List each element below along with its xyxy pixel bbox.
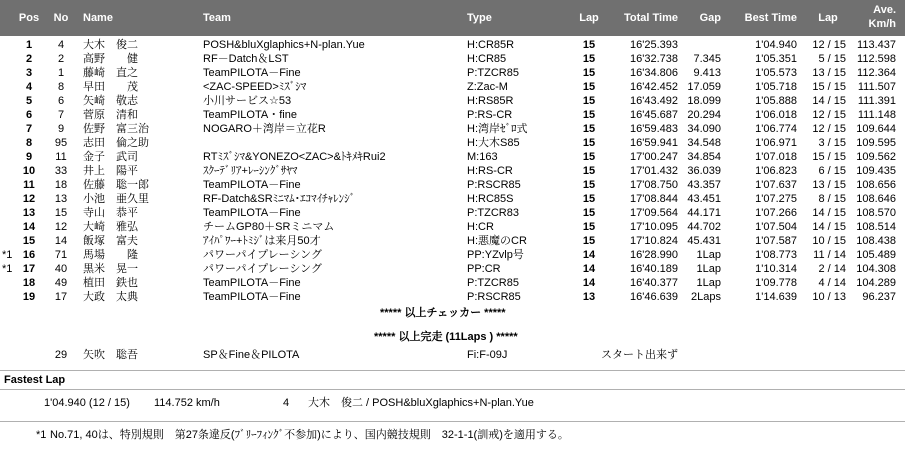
header-ave-line1: Ave. — [873, 4, 896, 16]
cell-driver-name: 大木 俊二 — [83, 39, 138, 51]
cell-driver-name: 大政 太典 — [83, 291, 138, 303]
penalty-mark: *1 — [2, 263, 13, 275]
cell-avg-speed: 108.514 — [856, 221, 896, 233]
cell-no: 71 — [54, 249, 68, 261]
cell-no: 33 — [54, 165, 68, 177]
cell-laps: 15 — [582, 221, 596, 233]
cell-total-time: 17'08.750 — [630, 179, 678, 191]
cell-type: Z:Zac-M — [467, 81, 508, 93]
cell-laps: 15 — [582, 207, 596, 219]
cell-pos: 3 — [25, 67, 33, 79]
cell-gap: 34.548 — [687, 137, 721, 149]
cell-driver-name: 馬場 隆 — [83, 249, 138, 261]
cell-avg-speed: 109.644 — [856, 123, 896, 135]
cell-gap: 18.099 — [687, 95, 721, 107]
cell-pos: 7 — [25, 123, 33, 135]
cell-driver-name: 早田 茂 — [83, 81, 138, 93]
cell-avg-speed: 108.570 — [856, 207, 896, 219]
cell-best-time: 1'05.888 — [755, 95, 797, 107]
cell-driver-name: 井上 陽平 — [83, 165, 138, 177]
cell-gap: 17.059 — [687, 81, 721, 93]
cell-laps: 15 — [582, 53, 596, 65]
cell-best-time: 1'05.573 — [755, 67, 797, 79]
cell-no: 29 — [54, 349, 68, 361]
result-row — [0, 150, 905, 164]
result-row — [0, 178, 905, 192]
cell-no: 7 — [57, 109, 65, 121]
cell-type: H:大木S85 — [467, 137, 520, 149]
cell-total-time: 16'42.452 — [630, 81, 678, 93]
cell-pos: 18 — [22, 277, 36, 289]
cell-driver-name: 大崎 雅弘 — [83, 221, 138, 233]
cell-type: H:CR85 — [467, 53, 507, 65]
fastest-lap-driver: 大木 俊二 / POSH&bluXglaphics+N-plan.Yue — [308, 397, 534, 409]
header-team: Team — [203, 12, 231, 24]
cell-no: 49 — [54, 277, 68, 289]
cell-gap: 9.413 — [693, 67, 721, 79]
dns-row — [0, 348, 905, 362]
penalty-mark: *1 — [2, 249, 13, 261]
cell-laps: 14 — [582, 263, 596, 275]
cell-best-time: 1'07.018 — [755, 151, 797, 163]
result-row — [0, 220, 905, 234]
cell-total-time: 16'25.393 — [630, 39, 678, 51]
fastest-lap-title: Fastest Lap — [4, 374, 66, 386]
cell-laps: 14 — [582, 249, 596, 261]
cell-total-time: 16'43.492 — [630, 95, 678, 107]
cell-no: 8 — [57, 81, 65, 93]
cell-best-lap: 8 / 15 — [818, 193, 846, 205]
cell-avg-speed: 109.562 — [856, 151, 896, 163]
cell-team: パワーパイプレーシング — [203, 249, 322, 261]
cell-avg-speed: 108.438 — [856, 235, 896, 247]
cell-no: 13 — [54, 193, 68, 205]
cell-pos: 19 — [22, 291, 36, 303]
header-best-lap: Lap — [818, 12, 838, 24]
cell-type: P:TZCR85 — [467, 277, 519, 289]
result-row — [0, 94, 905, 108]
cell-avg-speed: 112.364 — [857, 67, 896, 79]
cell-driver-name: 金子 武司 — [83, 151, 138, 163]
cell-no: 9 — [57, 123, 65, 135]
cell-laps: 15 — [582, 151, 596, 163]
cell-gap: 20.294 — [687, 109, 721, 121]
cell-best-time: 1'07.275 — [755, 193, 797, 205]
cell-best-time: 1'10.314 — [755, 263, 797, 275]
cell-best-lap: 4 / 14 — [818, 277, 846, 289]
cell-driver-name: 志田 倫之助 — [83, 137, 149, 149]
cell-avg-speed: 108.646 — [856, 193, 896, 205]
result-row — [0, 136, 905, 150]
cell-team: SP＆Fine＆PILOTA — [203, 349, 300, 361]
cell-pos: 17 — [22, 263, 36, 275]
cell-best-lap: 2 / 14 — [818, 263, 846, 275]
cell-type: P:RS-CR — [467, 109, 513, 121]
cell-team: パワーパイプレーシング — [203, 263, 322, 275]
cell-laps: 15 — [582, 109, 596, 121]
cell-best-lap: 13 / 15 — [812, 179, 846, 191]
cell-total-time: 16'32.738 — [630, 53, 678, 65]
result-row — [0, 262, 905, 276]
cell-pos: 15 — [22, 235, 36, 247]
cell-total-time: 16'28.990 — [630, 249, 678, 261]
cell-best-time: 1'05.351 — [755, 53, 797, 65]
cell-driver-name: 植田 鉄也 — [83, 277, 138, 289]
cell-laps: 15 — [582, 81, 596, 93]
cell-team: NOGARO＋湾岸＝立花R — [203, 123, 326, 135]
cell-best-time: 1'06.774 — [755, 123, 797, 135]
cell-pos: 13 — [22, 207, 36, 219]
cell-no: 95 — [54, 137, 68, 149]
cell-avg-speed: 109.435 — [856, 165, 896, 177]
cell-total-time: 17'10.824 — [630, 235, 678, 247]
cell-type: P:RSCR85 — [467, 179, 521, 191]
cell-best-lap: 15 / 15 — [812, 81, 846, 93]
cell-team: RF-Datch&SRﾐﾆﾏﾑ･ｴｺﾏｲﾁｬﾚﾝｼﾞ — [203, 193, 356, 205]
cell-avg-speed: 104.289 — [856, 277, 896, 289]
cell-driver-name: 矢崎 敬志 — [83, 95, 138, 107]
result-row — [0, 66, 905, 80]
cell-type: PP:YZvlp号 — [467, 249, 524, 261]
fastest-lap-row — [0, 396, 905, 410]
result-row — [0, 164, 905, 178]
cell-no: 4 — [57, 39, 65, 51]
cell-pos: 16 — [22, 249, 36, 261]
cell-avg-speed: 105.489 — [856, 249, 896, 261]
cell-best-lap: 13 / 15 — [812, 67, 846, 79]
cell-driver-name: 佐野 富三治 — [83, 123, 149, 135]
section-divider — [0, 370, 905, 371]
cell-best-lap: 10 / 15 — [812, 235, 846, 247]
cell-pos: 12 — [22, 193, 36, 205]
cell-team: TeamPILOTA－Fine — [203, 67, 301, 79]
cell-best-lap: 12 / 15 — [812, 109, 846, 121]
header-gap: Gap — [699, 12, 721, 24]
cell-team: RF－Datch＆LST — [203, 53, 289, 65]
cell-total-time: 16'46.639 — [630, 291, 678, 303]
cell-avg-speed: 113.437 — [857, 39, 896, 51]
cell-best-lap: 10 / 13 — [812, 291, 846, 303]
cell-total-time: 16'59.941 — [630, 137, 678, 149]
cell-best-lap: 11 / 14 — [813, 249, 846, 261]
cell-best-lap: 5 / 15 — [818, 53, 846, 65]
result-row — [0, 248, 905, 262]
cell-gap: 2Laps — [691, 291, 721, 303]
cell-no: 11 — [55, 151, 67, 163]
cell-best-lap: 14 / 15 — [812, 221, 846, 233]
cell-team: チームGP80＋SRミニマム — [203, 221, 335, 233]
cell-no: 18 — [54, 179, 68, 191]
cell-best-lap: 14 / 15 — [812, 95, 846, 107]
cell-avg-speed: 109.595 — [856, 137, 896, 149]
cell-pos: 10 — [22, 165, 36, 177]
footnote-mark: *1 — [36, 429, 47, 441]
cell-driver-name: 佐藤 聡一郎 — [83, 179, 149, 191]
result-row — [0, 38, 905, 52]
cell-type: H:CR — [467, 221, 494, 233]
cell-laps: 15 — [582, 137, 596, 149]
cell-gap: 1Lap — [696, 249, 721, 261]
cell-gap: 7.345 — [693, 53, 721, 65]
result-row — [0, 234, 905, 248]
cell-avg-speed: 108.656 — [856, 179, 896, 191]
cell-type: H:CR85R — [467, 39, 515, 51]
cell-gap: 43.451 — [687, 193, 721, 205]
cell-best-lap: 15 / 15 — [812, 151, 846, 163]
cell-laps: 14 — [582, 277, 596, 289]
cell-no: 12 — [54, 221, 68, 233]
result-row — [0, 122, 905, 136]
cell-no: 2 — [57, 53, 65, 65]
cell-no: 15 — [54, 207, 68, 219]
cell-type: PP:CR — [467, 263, 501, 275]
cell-laps: 15 — [582, 95, 596, 107]
cell-best-time: 1'08.773 — [755, 249, 797, 261]
result-row — [0, 206, 905, 220]
finish-note: ***** 以上完走 (11Laps ) ***** — [374, 331, 518, 343]
cell-avg-speed: 104.308 — [856, 263, 896, 275]
cell-team: <ZAC-SPEED>ﾐｽﾞｼﾏ — [203, 81, 307, 93]
cell-total-time: 16'45.687 — [630, 109, 678, 121]
cell-best-lap: 6 / 15 — [818, 165, 846, 177]
cell-no: 17 — [54, 291, 68, 303]
section-divider — [0, 421, 905, 422]
header-laps: Lap — [579, 12, 599, 24]
header-name: Name — [83, 12, 113, 24]
cell-laps: 13 — [582, 291, 596, 303]
cell-driver-name: 寺山 恭平 — [83, 207, 138, 219]
cell-avg-speed: 111.391 — [857, 95, 896, 107]
cell-best-time: 1'07.637 — [755, 179, 797, 191]
cell-best-lap: 12 / 15 — [812, 123, 846, 135]
fastest-lap-no: 4 — [283, 397, 290, 409]
cell-pos: 11 — [23, 179, 35, 191]
cell-driver-name: 藤崎 直之 — [83, 67, 138, 79]
cell-laps: 15 — [582, 179, 596, 191]
cell-gap: 34.854 — [687, 151, 721, 163]
cell-total-time: 17'09.564 — [630, 207, 678, 219]
cell-team: TeamPILOTA－Fine — [203, 207, 301, 219]
cell-total-time: 17'10.095 — [630, 221, 678, 233]
cell-total-time: 16'40.377 — [630, 277, 678, 289]
cell-best-lap: 3 / 15 — [818, 137, 846, 149]
cell-best-time: 1'14.639 — [755, 291, 797, 303]
header-type: Type — [467, 12, 492, 24]
cell-best-time: 1'07.587 — [755, 235, 797, 247]
footnote-text: No.71, 40は、特別規則 第27条違反(ﾌﾞﾘｰﾌｨﾝｸﾞ不参加)により、国内競技規則 32-1-1(訓戒)を適用する。 — [50, 429, 569, 441]
cell-laps: 15 — [582, 39, 596, 51]
cell-laps: 15 — [582, 193, 596, 205]
cell-team: RTﾐｽﾞｼﾏ&YONEZO<ZAC>&ﾄｷﾒｷRui2 — [203, 151, 386, 163]
cell-total-time: 16'40.189 — [630, 263, 678, 275]
cell-gap: 44.702 — [687, 221, 721, 233]
cell-gap: 34.090 — [687, 123, 721, 135]
cell-pos: 14 — [22, 221, 36, 233]
cell-no: 6 — [57, 95, 65, 107]
cell-gap: 1Lap — [696, 263, 721, 275]
cell-type: P:TZCR85 — [467, 67, 519, 79]
cell-best-lap: 14 / 15 — [812, 207, 846, 219]
cell-type: Fi:F-09J — [467, 349, 508, 361]
header-no: No — [53, 12, 69, 24]
result-row — [0, 80, 905, 94]
cell-gap: 1Lap — [696, 277, 721, 289]
cell-best-time: 1'06.018 — [755, 109, 797, 121]
cell-best-time: 1'07.266 — [755, 207, 797, 219]
cell-driver-name: 小池 亜久里 — [83, 193, 149, 205]
cell-team: POSH&bluXglaphics+N-plan.Yue — [203, 39, 365, 51]
cell-type: H:RC85S — [467, 193, 514, 205]
cell-team: TeamPILOTA・fine — [203, 109, 297, 121]
cell-driver-name: 高野 健 — [83, 53, 138, 65]
cell-pos: 6 — [25, 109, 33, 121]
cell-pos: 8 — [25, 137, 33, 149]
cell-laps: 15 — [582, 67, 596, 79]
fastest-lap-speed: 114.752 km/h — [154, 397, 220, 409]
cell-total-time: 17'00.247 — [630, 151, 678, 163]
cell-type: H:湾岸ｾﾞﾛ式 — [467, 123, 528, 135]
cell-avg-speed: 112.598 — [857, 53, 896, 65]
cell-best-time: 1'06.823 — [755, 165, 797, 177]
cell-team: TeamPILOTA－Fine — [203, 179, 301, 191]
cell-avg-speed: 96.237 — [862, 291, 896, 303]
header-pos: Pos — [18, 12, 40, 24]
cell-gap: 45.431 — [687, 235, 721, 247]
cell-pos: 2 — [25, 53, 33, 65]
cell-no: 1 — [57, 67, 65, 79]
cell-total-time: 16'59.483 — [630, 123, 678, 135]
cell-driver-name: 菅原 清和 — [83, 109, 138, 121]
section-divider — [0, 389, 905, 390]
cell-team: TeamPILOTA－Fine — [203, 277, 301, 289]
header-total-time: Total Time — [624, 12, 678, 24]
cell-pos: 5 — [25, 95, 33, 107]
footnote — [0, 428, 905, 442]
checker-note: ***** 以上チェッカー ***** — [380, 307, 506, 319]
cell-best-time: 1'04.940 — [755, 39, 797, 51]
header-best-time: Best Time — [744, 12, 797, 24]
results-header — [0, 0, 905, 36]
cell-team: ｱｲﾊﾟﾜｰ+ﾄﾐｼﾞは来月50才 — [203, 235, 321, 247]
result-row — [0, 290, 905, 304]
cell-type: H:RS85R — [467, 95, 514, 107]
cell-best-time: 1'07.504 — [755, 221, 797, 233]
cell-team: ｽｸｰﾃﾞﾘｱ+ﾚｰｼﾝｸﾞｻﾔﾏ — [203, 165, 298, 177]
cell-driver-name: 飯塚 富夫 — [83, 235, 138, 247]
cell-gap: 43.357 — [687, 179, 721, 191]
result-row — [0, 52, 905, 66]
result-row — [0, 192, 905, 206]
cell-avg-speed: 111.507 — [857, 81, 896, 93]
cell-no: 14 — [54, 235, 68, 247]
cell-type: P:TZCR83 — [467, 207, 519, 219]
cell-total-time: 17'01.432 — [630, 165, 678, 177]
cell-type: P:RSCR85 — [467, 291, 521, 303]
cell-pos: 1 — [25, 39, 33, 51]
cell-type: H:悪魔のCR — [467, 235, 527, 247]
result-row — [0, 276, 905, 290]
cell-avg-speed: 111.148 — [857, 109, 896, 121]
cell-type: M:163 — [467, 151, 498, 163]
cell-best-time: 1'06.971 — [755, 137, 797, 149]
cell-type: H:RS-CR — [467, 165, 513, 177]
cell-laps: 15 — [582, 123, 596, 135]
cell-total-time: 16'34.806 — [630, 67, 678, 79]
cell-pos: 4 — [25, 81, 33, 93]
header-ave-line2: Km/h — [868, 18, 896, 30]
cell-team: 小川サービス☆53 — [203, 95, 292, 107]
cell-pos: 9 — [25, 151, 33, 163]
cell-best-time: 1'09.778 — [755, 277, 797, 289]
cell-best-lap: 12 / 15 — [812, 39, 846, 51]
cell-team: TeamPILOTA－Fine — [203, 291, 301, 303]
cell-driver-name: 矢吹 聡吾 — [83, 349, 138, 361]
cell-driver-name: 黒米 晃一 — [83, 263, 138, 275]
cell-gap: 44.171 — [687, 207, 721, 219]
cell-total-time: 17'08.844 — [630, 193, 678, 205]
cell-best-time: 1'05.718 — [755, 81, 797, 93]
cell-no: 40 — [54, 263, 68, 275]
result-row — [0, 108, 905, 122]
cell-laps: 15 — [582, 165, 596, 177]
cell-laps: 15 — [582, 235, 596, 247]
cell-status: スタート出来ず — [601, 349, 678, 361]
cell-gap: 36.039 — [687, 165, 721, 177]
fastest-lap-time: 1'04.940 (12 / 15) — [44, 397, 130, 409]
